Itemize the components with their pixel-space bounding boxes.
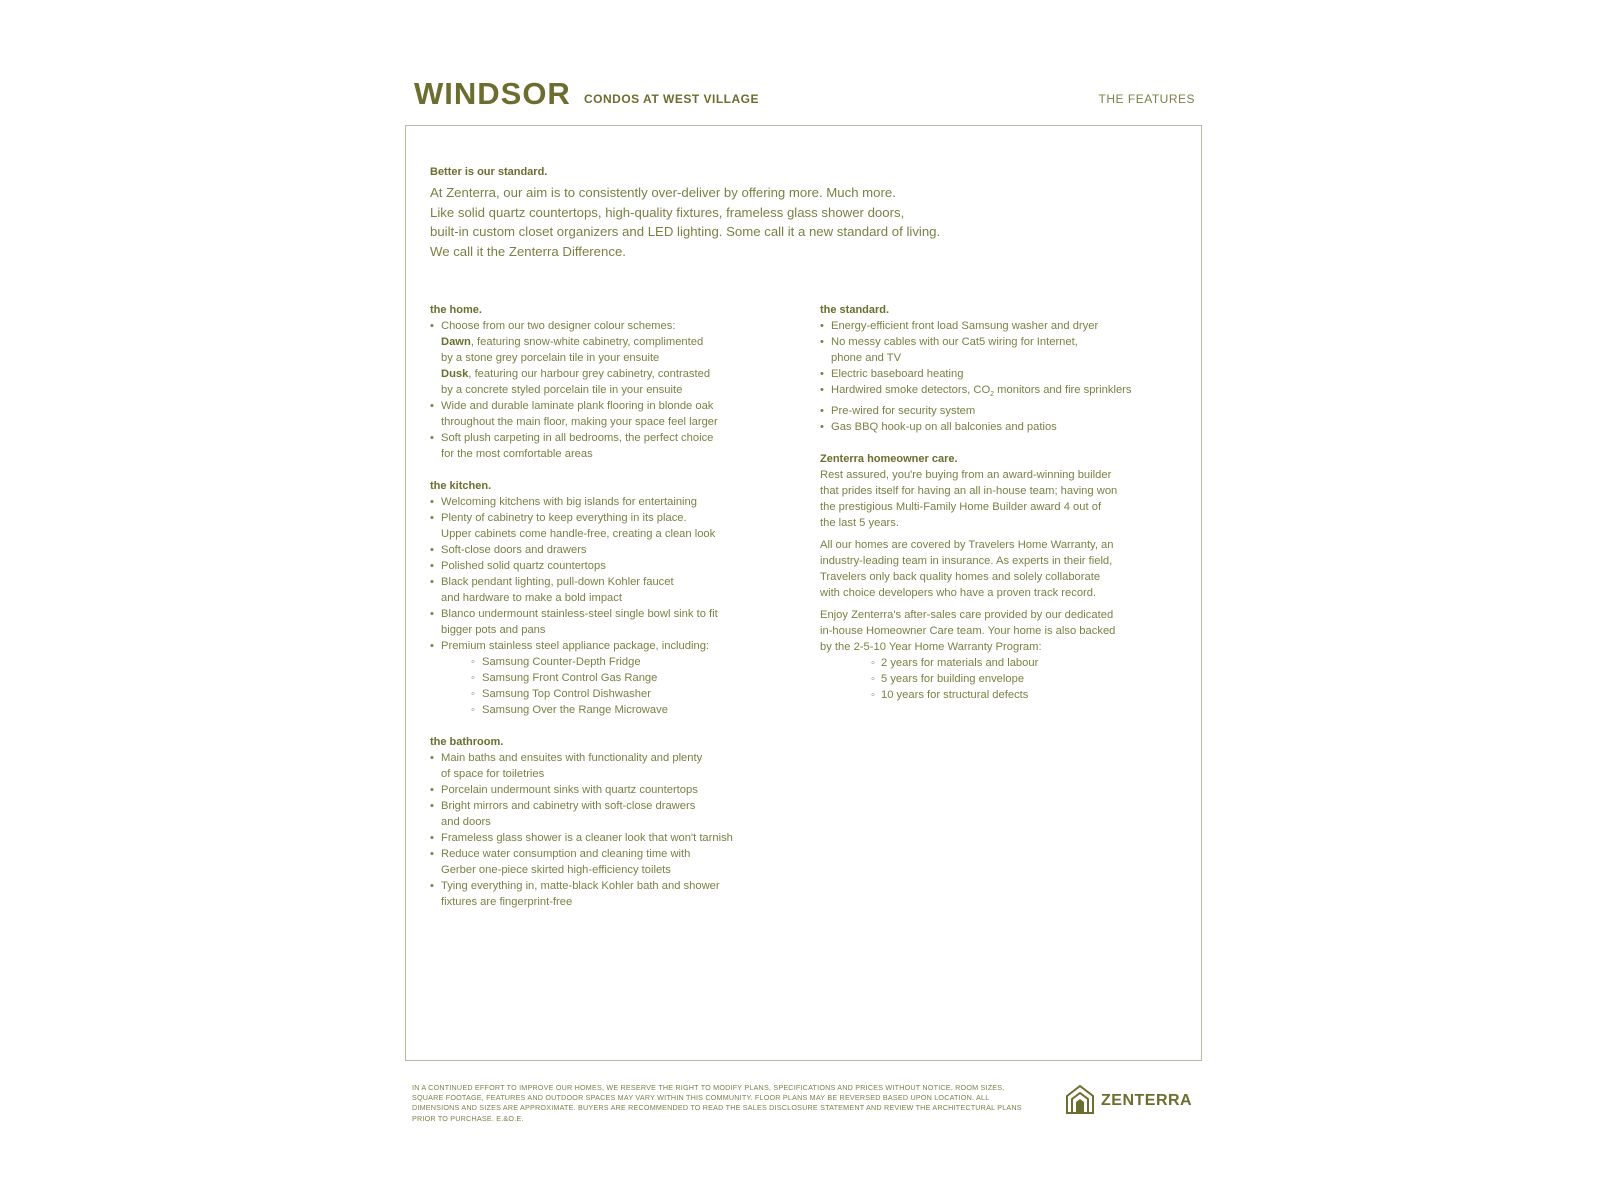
scheme-name-dawn: Dawn (441, 336, 471, 348)
logo-wordmark: ZENTERRA (1101, 1092, 1193, 1109)
list-item: • Soft-close doors and drawers (430, 542, 790, 558)
intro-block (430, 166, 1080, 261)
standard-list (820, 318, 1190, 435)
list-item: • Tying everything in, matte-black Kohler bath and shower (430, 878, 790, 894)
list-item: by a concrete styled porcelain tile in your ensuite (441, 384, 683, 396)
appliance-item: ◦ Samsung Front Control Gas Range (430, 670, 790, 686)
list-item: • Blanco undermount stainless-steel single bowl sink to fit (430, 606, 790, 622)
list-item: for the most comfortable areas (441, 448, 593, 460)
list-item: • Porcelain undermount sinks with quartz countertops (430, 782, 790, 798)
list-item: • Premium stainless steel appliance package, including: (430, 638, 790, 654)
intro-line: At Zenterra, our aim is to consistently over-deliver by offering more. Much more. (430, 185, 896, 200)
list-item: • Welcoming kitchens with big islands for entertaining (430, 494, 790, 510)
list-item: throughout the main floor, making your space feel larger (441, 416, 718, 428)
home-heading: the home. (430, 304, 482, 316)
list-item: • Plenty of cabinetry to keep everything in its place. (430, 510, 790, 526)
warranty-item: ◦ 2 years for materials and labour (820, 655, 1190, 671)
list-item: bigger pots and pans (441, 624, 546, 636)
brand-title: WINDSOR (414, 76, 571, 111)
list-item: Gerber one-piece skirted high-efficiency toilets (441, 864, 671, 876)
list-item: and hardware to make a bold impact (441, 592, 622, 604)
list-item: • Gas BBQ hook-up on all balconies and patios (820, 419, 1190, 435)
warranty-item: ◦ 5 years for building envelope (820, 671, 1190, 687)
list-item: Dusk, featuring our harbour grey cabinetry, contrasted (441, 368, 711, 380)
list-item: • Bright mirrors and cabinetry with soft-close drawers (430, 798, 790, 814)
list-item: • Hardwired smoke detectors, $CO_2$ monitors and fire sprinklers (820, 382, 1190, 403)
kitchen-heading: the kitchen. (430, 480, 492, 492)
care-paragraph: Enjoy Zenterra's after-sales care provided by our dedicated in-house Homeowner Care team. Your home is also backed by the 2-5-10 Year Home Warranty Program: (820, 609, 1116, 654)
list-item: of space for toiletries (441, 768, 545, 780)
list-item: • No messy cables with our Cat5 wiring for Internet, (820, 334, 1190, 350)
page-header (414, 76, 1195, 116)
left-column (430, 302, 790, 910)
care-paragraph: Rest assured, you're buying from an award-winning builder that prides itself for having an all in-house team; having won the prestigious Multi-Family Home Builder award 4 out of the last 5 years. (820, 469, 1118, 530)
scheme-name-dusk: Dusk (441, 368, 469, 380)
appliance-item: ◦ Samsung Counter-Depth Fridge (430, 654, 790, 670)
bathroom-list (430, 750, 790, 910)
features-panel (405, 125, 1202, 1061)
home-list (430, 318, 790, 462)
list-item: • Polished solid quartz countertops (430, 558, 790, 574)
list-item: • Choose from our two designer colour schemes: (430, 318, 790, 334)
list-item: • Pre-wired for security system (820, 403, 1190, 419)
intro-line: built-in custom closet organizers and LED lighting. Some call it a new standard of living. (430, 224, 941, 239)
intro-line: We call it the Zenterra Difference. (430, 243, 626, 259)
list-item: phone and TV (831, 352, 902, 364)
appliance-item: ◦ Samsung Over the Range Microwave (430, 702, 790, 718)
brand-subtitle: CONDOS AT WEST VILLAGE (584, 92, 759, 106)
list-item: Dawn, featuring snow-white cabinetry, complimented (441, 336, 704, 348)
list-item: by a stone grey porcelain tile in your ensuite (441, 352, 660, 364)
appliance-item: ◦ Samsung Top Control Dishwasher (430, 686, 790, 702)
list-item: • Black pendant lighting, pull-down Kohler faucet (430, 574, 790, 590)
disclaimer-text: IN A CONTINUED EFFORT TO IMPROVE OUR HOMES, WE RESERVE THE RIGHT TO MODIFY PLANS, SPECIFICATIONS AND PRICES WITHOUT NOTICE. ROOM SIZES, SQUARE FOOTAGE, FEATURES AND OUTDOOR SPACES MAY VARY WITHIN THIS COMMUNITY. FLOOR PLANS MAY BE REVERSED BASED UPON LOCATION. ALL DIMENSIONS AND SIZES ARE APPROXIMATE. BUYERS ARE RECOMMENDED TO READ THE SALES DISCLOSURE STATEMENT AND REVIEW THE ARCHITECTURAL PLANS PRIOR TO PURCHASE. E.&O.E. (412, 1083, 1022, 1123)
house-icon (1065, 1084, 1095, 1114)
zenterra-logo (1065, 1084, 1200, 1116)
intro-line: Like solid quartz countertops, high-quality fixtures, frameless glass shower doors, (430, 204, 905, 220)
bathroom-heading: the bathroom. (430, 736, 504, 748)
right-column (820, 302, 1190, 703)
standard-heading: the standard. (820, 304, 890, 316)
list-item: • Wide and durable laminate plank flooring in blonde oak (430, 398, 790, 414)
list-item: • Main baths and ensuites with functionality and plenty (430, 750, 790, 766)
list-item: • Frameless glass shower is a cleaner look that won't tarnish (430, 830, 790, 846)
list-item: • Electric baseboard heating (820, 366, 1190, 382)
kitchen-list (430, 494, 790, 718)
intro-heading: Better is our standard. (430, 166, 548, 178)
care-heading: Zenterra homeowner care. (820, 453, 958, 466)
list-item: Upper cabinets come handle-free, creating a clean look (441, 528, 716, 540)
warranty-list (820, 655, 1190, 703)
list-item: and doors (441, 816, 491, 828)
list-item: • Energy-efficient front load Samsung washer and dryer (820, 318, 1190, 334)
section-label: THE FEATURES (1098, 92, 1195, 106)
list-item: fixtures are fingerprint-free (441, 896, 573, 908)
list-item: • Soft plush carpeting in all bedrooms, the perfect choice (430, 430, 790, 446)
care-paragraph: All our homes are covered by Travelers Home Warranty, an industry-leading team in insurance. As experts in their field, Travelers only back quality homes and solely collaborate with choice developers who have a proven track record. (820, 539, 1114, 600)
list-item: • Reduce water consumption and cleaning time with (430, 846, 790, 862)
warranty-item: ◦ 10 years for structural defects (820, 687, 1190, 703)
